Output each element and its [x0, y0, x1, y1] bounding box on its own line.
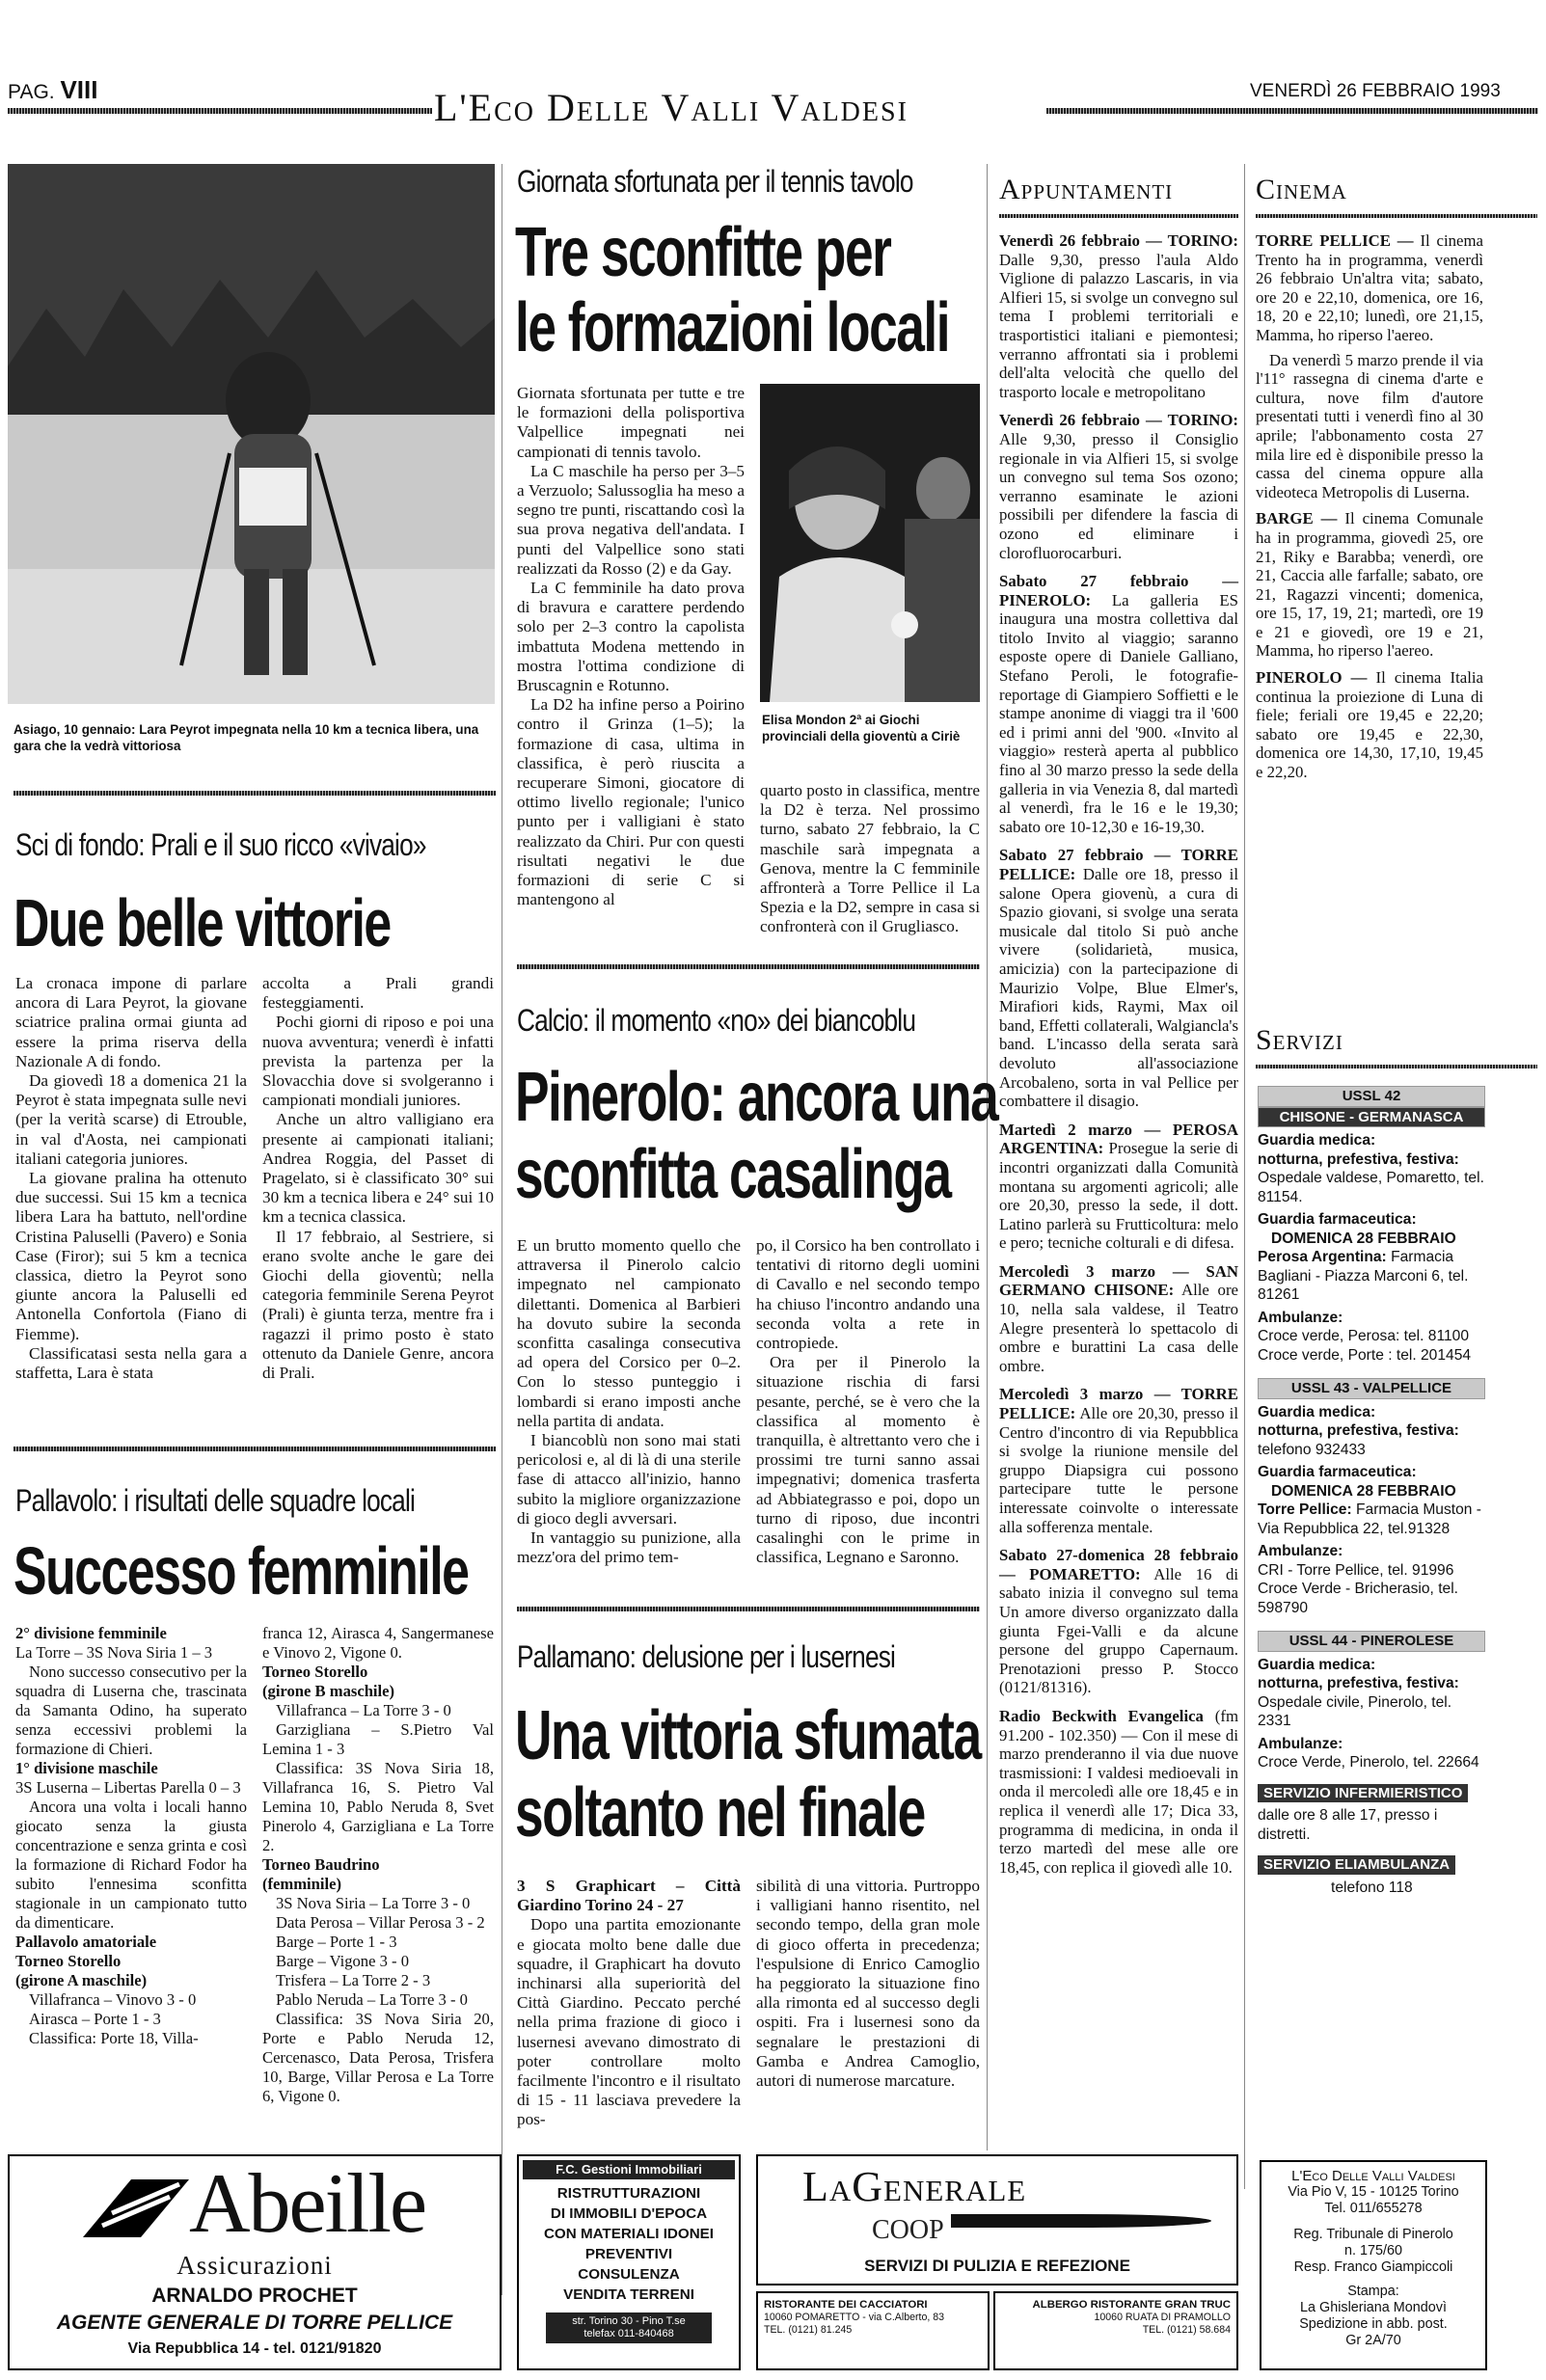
colophon-line: Spedizione in abb. post. [1299, 2316, 1448, 2332]
ski-headline: Due belle vittorie [14, 885, 391, 960]
guardia-medica-1: Ospedale valdese, Pomaretto, tel. 81154. [1258, 1170, 1484, 1205]
appuntamento-item: Venerdì 26 febbraio — TORINO: Dalle 9,30, presso l'aula Aldo Viglione di palazzo Lascaris, in via Alfieri 15, si svolge un convegno sul tema I problemi territoriali e trasportistici italiani e piemontesi; verranno affrontati sia i problemi dell'alta velocità che quello del trasporto locale e metropolitano [999, 231, 1238, 401]
guardia-medica-hours: notturna, prefestiva, festiva: [1258, 1422, 1459, 1439]
guardia-medica-2: telefono 932433 [1258, 1441, 1366, 1458]
calcio-kicker: Calcio: il momento «no» dei biancoblu [517, 1003, 916, 1038]
guardia-farmaceutica-label: Guardia farmaceutica: [1258, 1211, 1417, 1228]
paragraph: Pochi giorni di riposo e poi una nuova avventura; venerdì è infatti prevista la partenza per la Slovacchia dove si svolgeranno i campionati mondiali juniores. [262, 1013, 494, 1110]
ski-divider [14, 791, 496, 796]
fc-ad [517, 2154, 741, 2370]
colophon-line: n. 175/60 [1343, 2243, 1402, 2258]
result-line: franca 12, Airasca 4, Sangermanese e Vinovo 2, Vigone 0. [262, 1624, 494, 1662]
lagenerale-line: SERVIZI DI PULIZIA E REFEZIONE [864, 2257, 1130, 2275]
guardia-medica-label: Guardia medica: [1258, 1656, 1376, 1673]
colophon-line: Tel. 011/655278 [1324, 2201, 1423, 2216]
result-line: 3 S Graphicart – Città Giardino Torino 24 - 27 [517, 1877, 741, 1915]
ussl-42-label: USSL 42 [1258, 1086, 1485, 1107]
guardia-farmaceutica-date: DOMENICA 28 FEBBRAIO [1271, 1230, 1456, 1247]
servizi-rule [1256, 1065, 1537, 1068]
abeille-ad [8, 2154, 502, 2370]
appuntamento-item: Sabato 27 febbraio — TORRE PELLICE: Dalle ore 18, presso il salone Opera giovenù, a cura di Spazio giovani, si svolge una serata musicale dal titolo Si può anche vivere (solidarietà, musica, amicizia) con la partecipazione di Maurizio Volpe, Blue Elmer's, Mirafiori kids, Raymi, Max oil band, Effetti collaterali, Walgiancla's band. L'incasso della serata sarà devoluto all'associazione Arcobaleno, sorta in val Pellice per combattere il disagio. [999, 846, 1238, 1111]
abeille-agent: ARNALDO PROCHET [151, 2285, 358, 2307]
result-line: Torneo Storello [262, 1663, 368, 1681]
ambulanze-label: Ambulanze: [1258, 1735, 1343, 1752]
result-line: Ancora una volta i locali hanno giocato senza la giusta concentrazione e senza grinta e così la formazione di Richard Fodor ha subito l'ennesima sconfitta stagionale in un campionato tutto da dimenticare. [15, 1798, 247, 1932]
result-line: Garzigliana – S.Pietro Val Lemina 1 - 3 [262, 1720, 494, 1758]
result-line: (girone A maschile) [15, 1971, 148, 1989]
tennis-headline-2: le formazioni locali [515, 289, 950, 366]
restaurant-ad-1 [756, 2291, 990, 2370]
paragraph: po, il Corsico ha ben controllato i tentativi di ritorno degli uomini di Cavallo e nel secondo tempo ha chiuso l'incontro andando una seconda volta a rete in contropiede. [756, 1236, 980, 1353]
appuntamento-item: Mercoledì 3 marzo — TORRE PELLICE: Alle ore 20,30, presso il Centro d'incontro di via Repubblica si svolge la riunione mensile del gruppo Diapsigra cui possono partecipare tutte le persone interessate coinvolte o interessate alla sofferenza mentale. [999, 1385, 1238, 1536]
colophon-line: Resp. Franco Giampiccoli [1293, 2259, 1453, 2275]
volley-col-1 [15, 1624, 247, 2048]
volley-kicker: Pallavolo: i risultati delle squadre locali [15, 1483, 415, 1518]
lagenerale-logo: LaGenerale [802, 2163, 1027, 2210]
colophon-line: La Ghisleriana Mondovì [1300, 2300, 1447, 2315]
paragraph: Classificatasi sesta nella gara a staffetta, Lara è stata [15, 1343, 247, 1383]
result-line: (femminile) [262, 1875, 342, 1893]
paragraph: La cronaca impone di parlare ancora di Lara Peyrot, la giovane sciatrice pralina ormai giunta ad essere la prima riserva della Nazionale A di fondo. [15, 974, 247, 1070]
paragraph: In vantaggio su punizione, alla mezz'ora del primo tem- [517, 1528, 741, 1567]
result-line: Barge – Vigone 3 - 0 [276, 1952, 410, 1970]
colophon-line: Gr 2A/70 [1345, 2333, 1401, 2348]
fc-line: CONSULENZA [578, 2266, 680, 2283]
header-rule-right [1046, 108, 1538, 114]
issue-date: VENERDÌ 26 FEBBRAIO 1993 [1250, 81, 1501, 101]
abeille-address: Via Repubblica 14 - tel. 0121/91820 [127, 2340, 382, 2357]
farmacia-2: Torre Pellice: Farmacia Muston - Via Repubblica 22, tel.91328 [1258, 1501, 1481, 1537]
infermieristico-label-wrap [1258, 1784, 1485, 1803]
ussl-43-label: USSL 43 - VALPELLICE [1258, 1378, 1485, 1399]
calcio-divider [517, 964, 980, 969]
ussl-44-label: USSL 44 - PINEROLESE [1258, 1631, 1485, 1652]
paragraph: Giornata sfortunata per tutte e tre le formazioni della polisportiva Valpellice impegnati nei campionati di tennis tavolo. [517, 384, 745, 461]
fc-line: RISTRUTTURAZIONI [556, 2185, 701, 2202]
result-line: 2° divisione femminile [15, 1624, 167, 1642]
tennis-kicker: Giornata sfortunata per il tennis tavolo [517, 164, 913, 199]
colophon-line: Via Pio V, 15 - 10125 Torino [1288, 2184, 1459, 2200]
tennis-photo [760, 384, 980, 702]
restaurant-1-phone: TEL. (0121) 81.245 [764, 2324, 853, 2336]
result-line: Classifica: Porte 18, Villa- [29, 2029, 199, 2047]
result-line: 3S Luserna – Libertas Parella 0 – 3 [15, 1778, 241, 1797]
result-line: Villafranca – La Torre 3 - 0 [276, 1701, 451, 1719]
pallamano-headline-1: Una vittoria sfumata [515, 1697, 981, 1774]
abeille-agent-line: AGENTE GENERALE DI TORRE PELLICE [56, 2312, 453, 2334]
paragraph: quarto posto in classifica, mentre la D2 è terza. Nel prossimo turno, sabato 27 febbraio, la C maschile sarà impegnata a Genova, mentre la C femminile affronterà a Torre Pellice il La Spezia e la D2, sempre in casa si confronterà con il Grugliasco. [760, 781, 980, 936]
fc-line: VENDITA TERRENI [563, 2286, 694, 2303]
column-rule-3 [1244, 164, 1245, 2189]
guardia-medica-hours: notturna, prefestiva, festiva: [1258, 1150, 1459, 1168]
cinema-item: PINEROLO — Il cinema Italia continua la proiezione di Luna di fiele; feriali ore 19,45 e 22,20; sabato ore 19,45 e 22,30, domenica ore 14,30, 17,10, 19,45 e 22,20. [1256, 668, 1483, 782]
pallamano-col-2 [756, 1877, 980, 2091]
guardia-medica-label: Guardia medica: [1258, 1403, 1376, 1420]
colophon-name: L'Eco Delle Valli Valdesi [1291, 2168, 1455, 2184]
calcio-col-2 [756, 1236, 980, 1567]
fc-address: str. Torino 30 - Pino T.se telefax 011-840468 [546, 2312, 712, 2343]
paragraph: La D2 ha infine perso a Poirino contro il Grinza (1–5); la formazione di casa, ultima in classifica, è però riuscita a recuperare Simoni, giocatore di ottimo livello regionale; l'unico punto per i valligiani è stato realizzato da Chiri. Pur con questi risultati negativi le due formazioni di serie C si mantengono al [517, 695, 745, 909]
guardia-farmaceutica-date: DOMENICA 28 FEBBRAIO [1271, 1482, 1456, 1500]
farmacia-1: Perosa Argentina: Farmacia Bagliani - Piazza Marconi 6, tel. 81261 [1258, 1249, 1469, 1303]
paragraph: La C femminile ha dato prova di bravura e carattere perdendo solo per 2–3 contro la capolista imbattuta Modena mettendo in mostra l'ottima condizione di Bruscagnin e Rotunno. [517, 579, 745, 695]
paragraph: accolta a Prali grandi festeggiamenti. [262, 974, 494, 1013]
colophon [1260, 2160, 1487, 2370]
guardia-medica-hours: notturna, prefestiva, festiva: [1258, 1675, 1459, 1691]
volley-headline: Successo femminile [14, 1533, 469, 1609]
fc-line: CON MATERIALI IDONEI [543, 2226, 715, 2242]
result-line: Classifica: 3S Nova Siria 18, Villafranca 16, S. Pietro Val Lemina 10, Pablo Neruda 8, Svet Pinerolo 4, Garzigliana e La Torre 2. [262, 1759, 494, 1854]
lagenerale-swoosh [951, 2214, 1211, 2228]
appuntamento-item: Mercoledì 3 marzo — SAN GERMANO CHISONE: Alle ore 10, nella sala valdese, il Teatro Alegre presenterà lo spettacolo di ombre e burattini La casa delle ombre. [999, 1261, 1238, 1375]
appuntamento-item: Sabato 27 febbraio — PINEROLO: La galleria ES inaugura una mostra collettiva dal titolo Invito al viaggio; saranno esposte opere di Daniele Galliano, Stefano Peroli, le fotografie-reportage di Giampiero Soffietti e le stampe anonime di viaggi tra il '600 ed i primi anni del '900. «Invito al viaggio» resterà aperta al pubblico fino al 30 marzo presso la sede della galleria in via Venezia 8, dal martedì al venerdì, fra le 16 e le 19,30; sabato ore 10-12,30 e 16-19,30. [999, 572, 1238, 836]
ambulanze-label: Ambulanze: [1258, 1543, 1343, 1559]
result-line: (girone B maschile) [262, 1682, 395, 1700]
paragraph: E un brutto momento quello che attraversa il Pinerolo calcio impegnato nel campionato dilettanti. Domenica al Barbieri ha dovuto subire la seconda sconfitta casalinga consecutiva ad opera del Corsico per 0–2. Con lo stesso punteggio i lombardi si erano imposti anche nella partita di andata. [517, 1236, 741, 1430]
abeille-logo [10, 2157, 500, 2251]
eliambulanza-label-wrap [1258, 1855, 1485, 1875]
fc-line: PREVENTIVI [584, 2246, 673, 2262]
result-line: Data Perosa – Villar Perosa 3 - 2 [276, 1913, 485, 1932]
cinema-item: TORRE PELLICE — Il cinema Trento ha in programma, venerdì 26 febbraio Un'altra vita; sabato, ore 20 e 22,10, domenica, ore 16, 18, 20 e 22,10; lunedì, ore 21,15, Mamma, ho riperso l'aereo. [1256, 231, 1484, 344]
abeille-bee-icon [73, 2170, 199, 2247]
ski-kicker: Sci di fondo: Prali e il suo ricco «vivaio» [15, 827, 426, 862]
skier-image-icon [8, 164, 495, 704]
restaurant-ad-2 [993, 2291, 1238, 2370]
header-rule-left [8, 108, 432, 114]
paragraph: Anche un altro valligiano era presente ai campionati italiani; Andrea Roggia, del Passet di Pragelato, si è classificato 30° sui 30 km a tecnica libera e 24° sui 10 km a tecnica classica. [262, 1110, 494, 1227]
cinema-list [1256, 231, 1483, 782]
result-line: Torneo Baudrino [262, 1855, 380, 1874]
paragraph: Dopo una partita emozionante e giocata molto bene dalle due squadre, il Graphicart ha dovuto inchinarsi alla superiorità del Città Giardino. Peccato perché nella prima frazione di gioco i lusernesi avevano dimostrato di poter controllare molto facilmente l'incontro e il risultato di 15 - 11 lasciava prevedere la pos- [517, 1915, 741, 2129]
appuntamenti-list [999, 231, 1238, 1877]
colophon-line: Reg. Tribunale di Pinerolo [1293, 2227, 1453, 2242]
paragraph: I biancoblù non sono mai stati pericolosi e, al di là di una sterile fase di attacco all'inizio, hanno subito la migliore organizzazione di gioco degli avversari. [517, 1431, 741, 1528]
pallamano-col-1 [517, 1877, 741, 2130]
restaurant-2-address: 10060 RUATA DI PRAMOLLO [1094, 2312, 1231, 2323]
colophon-line: Stampa: [1347, 2284, 1399, 2299]
ski-col-1 [15, 974, 247, 1383]
result-line: Trisfera – La Torre 2 - 3 [276, 1971, 431, 1989]
appuntamenti-rule [999, 214, 1238, 218]
appuntamento-item: Sabato 27-domenica 28 febbraio — POMARETTO: Alle 16 di sabato inizia il convegno sul tema Un amore diverso organizzato dalla giunta Fgei-Valli e da alcune persone del gruppo Capernaum. Prenotazioni presso P. Stocco (0121/81316). [999, 1546, 1238, 1697]
tennis-col-1 [517, 384, 745, 909]
cinema-item: Da venerdì 5 marzo prende il via l'11° rassegna di cinema d'arte e cultura, nove film d'autore presentati tutti i venerdì fino al 30 aprile; l'abbonamento costa 27 mila lire ed è disponibile presso la cassa del cinema oppure alla videoteca Metropolis di Luserna. [1256, 350, 1483, 501]
result-line: Torneo Storello [15, 1952, 122, 1970]
ambulanza-1a: Croce verde, Perosa: tel. 81100 [1258, 1328, 1470, 1344]
cinema-item: BARGE — Il cinema Comunale ha in programma, giovedì 25, ore 21, Riky e Barabba; venerdì, ore 21, Caccia alle farfalle; sabato, ore 21, Ragazzi vincenti; domenica, ore 15, 17, 19, 21; martedì, ore 19 e 21 e giovedì, ore 19 e 21, Mamma, ho riperso l'aereo. [1256, 509, 1483, 661]
page-number: PAG. VIII [8, 75, 98, 104]
volley-divider [14, 1447, 496, 1451]
masthead: L'Eco Delle Valli Valdesi [434, 86, 909, 129]
paragraph: Da giovedì 18 a domenica 21 la Peyrot è stata impegnata sulle nevi (per la verità scarse) di Etrouble, in val d'Aosta, nei campionati italiani categoria juniores. [15, 1071, 247, 1168]
pallamano-divider [517, 1607, 980, 1611]
column-rule-2 [987, 164, 988, 2150]
infermieristico-label: SERVIZIO INFERMIERISTICO [1258, 1784, 1468, 1803]
calcio-headline-2: sconfitta casalinga [515, 1136, 951, 1213]
tennis-photo-caption: Elisa Mondon 2ª ai Giochi provinciali della gioventù a Ciriè [762, 713, 961, 744]
result-line: La Torre – 3S Nova Siria 1 – 3 [15, 1643, 213, 1662]
paragraph: Ora per il Pinerolo la situazione rischia di farsi pesante, perché, se è vero che la classifica al momento è tranquilla, è altrettanto vero che i prossimi tre turni sanno assai impegnativi; domenica trasferta ad Abbiategrasso e poi, dopo un turno di riposo, due incontri casalinghi con le prime in classifica, Legnano e Saronno. [756, 1353, 980, 1567]
page-number-value: VIII [60, 75, 98, 104]
ambulanza-3: Croce Verde, Pinerolo, tel. 22664 [1258, 1754, 1479, 1771]
ski-col-2 [262, 974, 494, 1383]
tennis-headline-1: Tre sconfitte per [515, 214, 891, 291]
abeille-logo-text: Abeille [189, 2157, 426, 2251]
restaurant-2-name: ALBERGO RISTORANTE GRAN TRUC [1032, 2299, 1231, 2311]
calcio-col-1 [517, 1236, 741, 1567]
ambulanza-2b: Croce Verde - Bricherasio, tel. 598790 [1258, 1581, 1459, 1616]
restaurant-2-phone: TEL. (0121) 58.684 [1142, 2324, 1231, 2336]
cinema-rule [1256, 214, 1537, 218]
result-line: Airasca – Porte 1 - 3 [29, 2010, 161, 2028]
cinema-title: Cinema [1256, 174, 1347, 205]
abeille-subtitle: Assicurazioni [176, 2251, 333, 2280]
tennis-col-2 [760, 781, 980, 937]
result-line: Nono successo consecutivo per la squadra di Luserna che, trascinata da Samanta Odino, ha superato senza eccessivi problemi la formazione di Chieri. [15, 1663, 247, 1758]
ski-photo [8, 164, 495, 704]
paragraph: La giovane pralina ha ottenuto due successi. Sui 15 km a tecnica libera Lara ha battuto, nell'ordine Cristina Paluselli (Pavero) e Sonia Case (Firor); sui 5 km a tecnica classica, dietro la Peyrot sono giunte ancora la Paluselli ed Antonella Confortola (Fiano di Fiemme). [15, 1169, 247, 1343]
volley-col-2 [262, 1624, 494, 2106]
player-image-icon [760, 384, 980, 702]
lagenerale-ad [756, 2154, 1238, 2285]
result-line: Classifica: 3S Nova Siria 20, Porte e Pablo Neruda 12, Cercenasco, Data Perosa, Trisfera 10, Barge, Villar Perosa e La Torre 6, Vigone 0. [262, 2010, 494, 2105]
ambulanza-1b: Croce verde, Porte : tel. 201454 [1258, 1346, 1472, 1364]
result-line: Villafranca – Vinovo 3 - 0 [29, 1990, 197, 2009]
guardia-farmaceutica-label: Guardia farmaceutica: [1258, 1464, 1417, 1480]
calcio-headline-1: Pinerolo: ancora una [515, 1059, 998, 1136]
appuntamento-item: Radio Beckwith Evangelica (fm 91.200 - 102.350) — Con il mese di marzo prenderanno il via due nuove trasmissioni: I valdesi medioevali in onda il mercoledì alle ore 18,45 e in replica il venerdì alle 17; Dica 33, programma di medicina, in onda il terzo martedì del mese alle ore 18,45, con replica il giovedì alle 10. [999, 1706, 1238, 1877]
paragraph: La C maschile ha perso per 3–5 a Verzuolo; Salussoglia ha meso a segno tre punti, riscattando così la sua prova negativa dell'andata. I punti del Valpellice sono stati realizzati da Rosso (2) e da Gay. [517, 461, 745, 578]
ambulanze-label: Ambulanze: [1258, 1309, 1343, 1326]
infermieristico-hours: dalle ore 8 alle 17, presso i distretti. [1258, 1807, 1438, 1843]
guardia-medica-3: Ospedale civile, Pinerolo, tel. 2331 [1258, 1693, 1452, 1729]
paragraph: sibilità di una vittoria. Purtroppo i valligiani hanno risentito, nel secondo tempo, della gran mole di gioco offerta in precedenza; l'espulsione di Enrico Camoglio ha peggiorato la situazione fino alla rimonta ed al successo degli ospiti. Fra i lusernesi sono da segnalare le prestazioni di Gamba e Andrea Camoglio, autori di numerose marcature. [756, 1877, 980, 2091]
fc-title: F.C. Gestioni Immobiliari [523, 2160, 735, 2179]
guardia-medica-label: Guardia medica: [1258, 1132, 1376, 1149]
servizi-title: Servizi [1256, 1024, 1343, 1056]
ski-photo-caption: Asiago, 10 gennaio: Lara Peyrot impegnata nella 10 km a tecnica libera, una gara che la vedrà vittoriosa [14, 722, 479, 753]
lagenerale-coop: coop [872, 2204, 944, 2247]
result-line: Barge – Porte 1 - 3 [276, 1933, 397, 1951]
ambulanza-2a: CRI - Torre Pellice, tel. 91996 [1258, 1561, 1454, 1579]
result-line: Pallavolo amatoriale [15, 1933, 157, 1951]
ussl-42-area: CHISONE - GERMANASCA [1258, 1107, 1485, 1128]
eliambulanza-phone: telefono 118 [1331, 1879, 1413, 1896]
appuntamento-item: Venerdì 26 febbraio — TORINO: Alle 9,30, presso il Consiglio regionale in via Alfieri 15, si svolge un convegno sul tema Sos ozono; verranno esaminate le azioni possibili per difendere la fascia di ozono ed eliminare i clorofluorocarburi. [999, 411, 1238, 562]
result-line: 3S Nova Siria – La Torre 3 - 0 [276, 1894, 471, 1912]
appuntamento-item: Martedì 2 marzo — PEROSA ARGENTINA: Prosegue la serie di incontri organizzati dalla Comunità montana su argomenti agricoli; alle ore 20,30, presso la sede, il dott. Latino parlerà su Frutticoltura: melo e pero; tecniche colturali e di difesa. [999, 1120, 1238, 1253]
appuntamenti-title: Appuntamenti [999, 174, 1174, 205]
restaurant-1-name: RISTORANTE DEI CACCIATORI [764, 2299, 928, 2311]
servizi-list [1258, 1086, 1485, 1897]
pallamano-kicker: Pallamano: delusione per i lusernesi [517, 1639, 896, 1674]
result-line: 1° divisione maschile [15, 1759, 158, 1777]
eliambulanza-label: SERVIZIO ELIAMBULANZA [1258, 1855, 1455, 1875]
result-line: Pablo Neruda – La Torre 3 - 0 [276, 1990, 468, 2009]
restaurant-1-address: 10060 POMARETTO - via C.Alberto, 83 [764, 2312, 945, 2323]
pallamano-headline-2: soltanto nel finale [515, 1774, 925, 1852]
fc-line: DI IMMOBILI D'EPOCA [550, 2205, 708, 2222]
paragraph: Il 17 febbraio, al Sestriere, si erano svolte anche le gare dei Giochi della gioventù; nella categoria femminile Serena Peyrot (Prali) è giunta terza, mentre fra i ragazzi il primo posto è stato ottenuto da Daniele Genre, ancora di Prali. [262, 1227, 494, 1383]
